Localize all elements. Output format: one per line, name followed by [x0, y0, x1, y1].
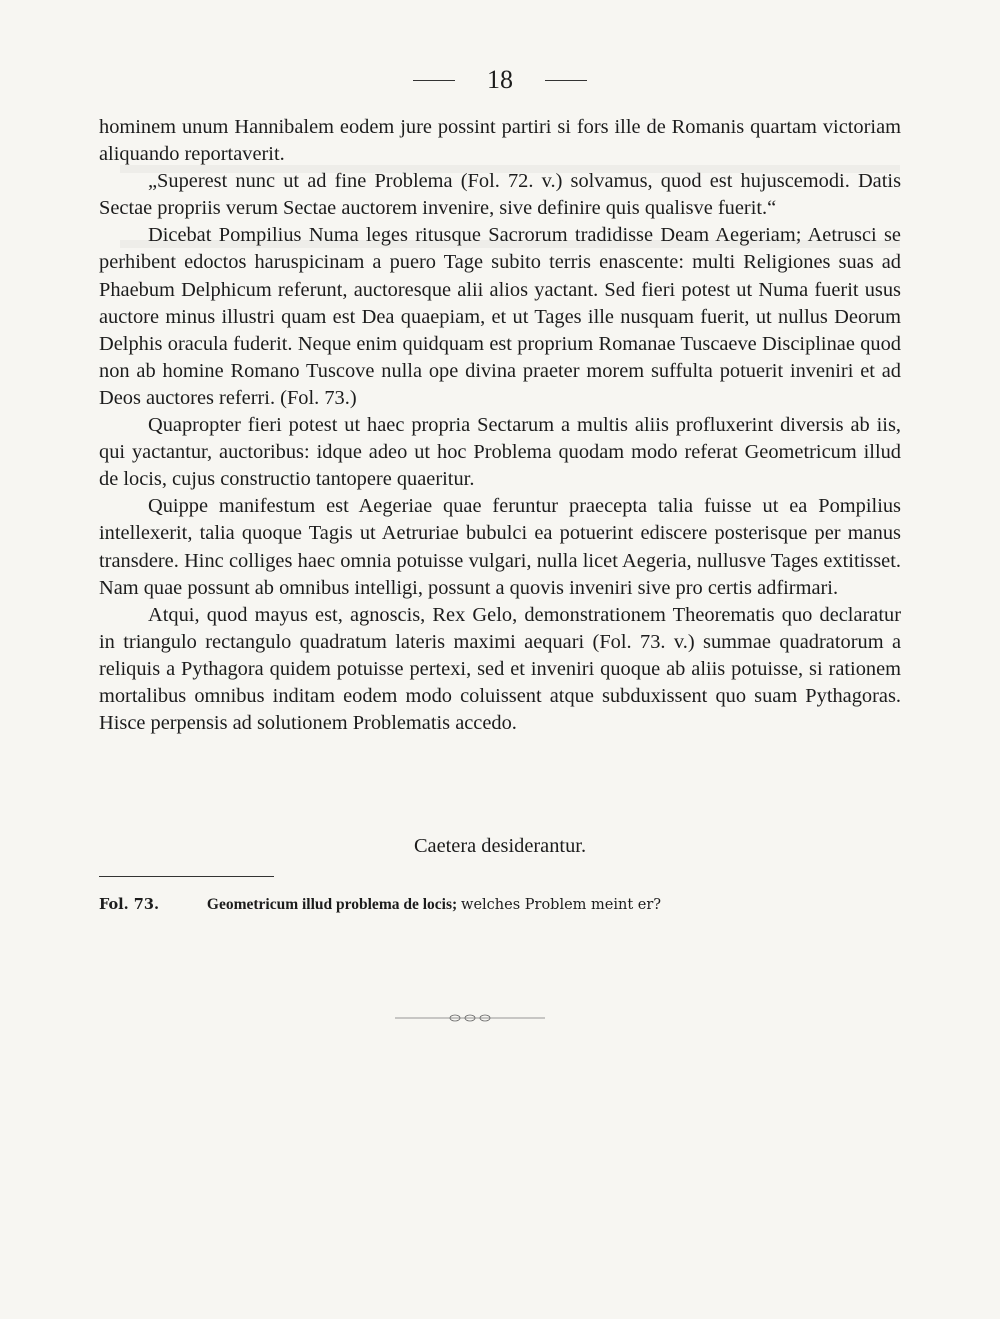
closing-line: Caetera desiderantur. [413, 835, 587, 857]
footnote-latin: Geometricum illud problema de locis; [206, 896, 458, 913]
footnote-rule [99, 876, 274, 877]
ornament-divider [395, 1012, 545, 1024]
paragraph: Dicebat Pompilius Numa leges ritusque Sacrorum tradidisse Deam Aegeriam; Aetrusci se perhibent edoctos haruspicinam a puero Tage subito terris enascente: multi Religiones suas ad Phaebum Delphicum referunt, auctoresque alii alios yactant. Sed fieri potest ut Numa fuerit usus auctore minus illustri quam est Dea quaepiam, et ut Tages ille nusquam fuerit, ut nullus Deorum Delphis oracula fuderit. Neque enim quidquam est proprium Romanae Tuscaeve Disciplinae quod non ab homine Romano Tuscove nulla ope divina praeter morem suffulta potuerit inveniri et ad Deos auctores referri. (Fol. 73.) [99, 224, 901, 409]
header-rule-left [413, 80, 455, 81]
paragraph: Quippe manifestum est Aegeriae quae feruntur praecepta talia fuisse ut ea Pompilius intellexerit, talia quoque Tagis ut Aetruriae bubulci ea potuerint ediscere posterisque per manus transdere. Hinc colliges haec omnia potuisse vulgari, nulla licet Aegeria, nullusve Tages extitisset. Nam quae possunt ab omnibus intelligi, possunt a quovis inveniri sive pro certis adfirmari. [99, 495, 901, 599]
footnote [99, 895, 901, 915]
paragraph: Atqui, quod mayus est, agnoscis, Rex Gelo, demonstrationem Theorematis quo declaratur in triangulo rectangulo quadratum lateris maximi aequari (Fol. 73. v.) summae quadratorum a reliquis a Pythagora quidem potuisse pertexi, sed et inveniri quoque ab aliis potuisse, si rationem mortalibus omnibus inditam eodem modo coluissent atque subduxissent quo suam Pythagoras. Hisce perpensis ad solutionem Problematis accedo. [99, 603, 901, 735]
paragraph: Quapropter fieri potest ut haec propria Sectarum a multis aliis profluxerint diversis ab iis, qui yactantur, auctoribus: idque adeo ut hoc Problema quodam modo referat Geometricum illud de locis, cujus constructio tantopere quaeritur. [99, 414, 901, 491]
paragraph: „Superest nunc ut ad fine Problema (Fol. 72. v.) solvamus, quod est hujuscemodi. Datis Sectae propriis verum Sectae auctorem invenire, sive definire quis qualisve fuerit.“ [99, 170, 901, 220]
header-rule-right [545, 80, 587, 81]
footnote-german: welches Problem meint er? [461, 897, 662, 913]
paragraph: hominem unum Hannibalem eodem jure possint partiri si fors ille de Romanis quartam victoriam aliquando reportaverit. [99, 116, 901, 166]
page-number: 18 [487, 65, 513, 94]
body-text [99, 114, 901, 737]
footnote-reference: Fol. 73. [99, 896, 160, 913]
page-header [0, 64, 1000, 96]
